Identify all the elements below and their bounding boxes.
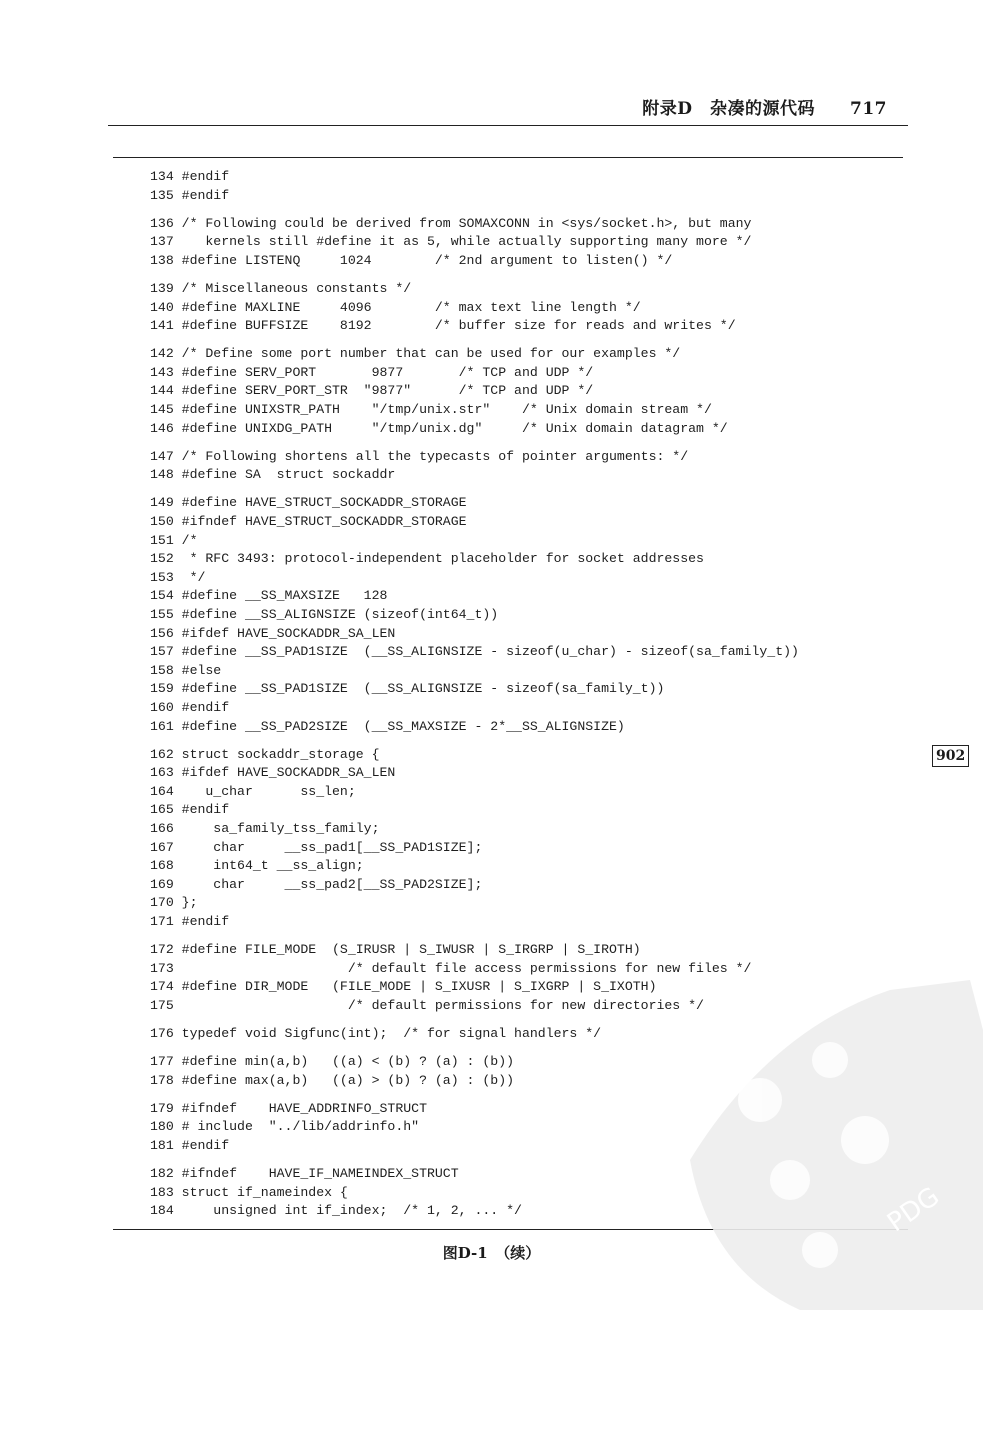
code-line: 147 /* Following shortens all the typecasts of pointer arguments: */ (150, 448, 689, 464)
figure-caption: 图D-1 （续） (442, 1244, 541, 1262)
code-line: 156 #ifdef HAVE_SOCKADDR_SA_LEN (150, 625, 396, 641)
code-line: 149 #define HAVE_STRUCT_SOCKADDR_STORAGE (150, 495, 467, 511)
code-line: 140 #define MAXLINE 4096 /* max text line length */ (150, 299, 641, 315)
code-line: 141 #define BUFFSIZE 8192 /* buffer size for reads and writes */ (150, 318, 736, 334)
code-line: 182 #ifndef HAVE_IF_NAMEINDEX_STRUCT (150, 1166, 459, 1181)
code-line: 139 /* Miscellaneous constants */ (150, 280, 412, 296)
running-header: 附录D 杂凑的源代码 717 (642, 99, 887, 119)
original-page-number-badge: 902 (932, 745, 969, 767)
code-line: 135 #endif (150, 187, 230, 203)
code-line: 148 #define SA struct sockaddr (150, 467, 396, 483)
code-line: 180 # include "../lib/addrinfo.h" (150, 1119, 420, 1135)
code-line: 163 #ifdef HAVE_SOCKADDR_SA_LEN (150, 765, 396, 781)
code-line: 153 */ (150, 569, 206, 585)
watermark-text: PDG (882, 1181, 946, 1239)
code-line: 143 #define SERV_PORT 9877 /* TCP and UDP */ (150, 364, 594, 380)
code-line: 160 #endif (150, 699, 230, 715)
code-line: 159 #define __SS_PAD1SIZE (__SS_ALIGNSIZE - sizeof(sa_family_t)) (150, 681, 665, 697)
code-line: 174 #define DIR_MODE (FILE_MODE | S_IXUSR | S_IXGRP | S_IXOTH) (150, 979, 657, 995)
code-line: 138 #define LISTENQ 1024 /* 2nd argument to listen() */ (150, 252, 673, 268)
code-line: 177 #define min(a,b) ((a) < (b) ? (a) : (b)) (150, 1054, 515, 1070)
code-line: 158 #else (150, 662, 222, 678)
code-line: 183 struct if_nameindex { (150, 1184, 348, 1200)
code-line: 176 typedef void Sigfunc(int); /* for signal handlers */ (150, 1025, 602, 1041)
code-line: 173 /* default file access permissions for new files */ (150, 960, 752, 976)
code-line: 144 #define SERV_PORT_STR "9877" /* TCP and UDP */ (150, 383, 594, 399)
code-line: 150 #ifndef HAVE_STRUCT_SOCKADDR_STORAGE (150, 514, 467, 529)
code-line: 155 #define __SS_ALIGNSIZE (sizeof(int64_t)) (150, 606, 499, 622)
watermark-stamp (650, 970, 983, 1310)
code-line: 175 /* default permissions for new directories */ (150, 997, 704, 1013)
code-line: 145 #define UNIXSTR_PATH "/tmp/unix.str" /* Unix domain stream */ (150, 402, 712, 418)
header-rule (108, 125, 908, 126)
code-line: 172 #define FILE_MODE (S_IRUSR | S_IWUSR | S_IRGRP | S_IROTH) (150, 942, 641, 958)
code-line: 178 #define max(a,b) ((a) > (b) ? (a) : (b)) (150, 1072, 515, 1088)
code-line: 161 #define __SS_PAD2SIZE (__SS_MAXSIZE - 2*__SS_ALIGNSIZE) (150, 718, 625, 734)
code-line: 166 sa_family_tss_family; (150, 821, 380, 836)
code-line: 181 #endif (150, 1137, 230, 1153)
code-line: 136 /* Following could be derived from SOMAXCONN in <sys/socket.h>, but many (150, 215, 752, 231)
code-line: 142 /* Define some port number that can be used for our examples */ (150, 346, 681, 362)
code-line: 162 struct sockaddr_storage { (150, 746, 380, 762)
code-line: 179 #ifndef HAVE_ADDRINFO_STRUCT (150, 1100, 427, 1116)
code-line: 146 #define UNIXDG_PATH "/tmp/unix.dg" /* Unix domain datagram */ (150, 420, 728, 436)
code-line: 157 #define __SS_PAD1SIZE (__SS_ALIGNSIZE - sizeof(u_char) - sizeof(sa_family_t)) (150, 644, 799, 660)
code-line: 151 /* (150, 532, 198, 548)
listing-top-rule (113, 157, 903, 158)
code-line: 184 unsigned int if_index; /* 1, 2, ... */ (150, 1203, 522, 1219)
code-line: 167 char __ss_pad1[__SS_PAD1SIZE]; (150, 839, 483, 855)
code-line: 170 }; (150, 895, 198, 911)
code-line: 169 char __ss_pad2[__SS_PAD2SIZE]; (150, 876, 483, 892)
code-line: 137 kernels still #define it as 5, while actually supporting many more */ (150, 234, 752, 250)
code-line: 154 #define __SS_MAXSIZE 128 (150, 588, 388, 604)
code-line: 165 #endif (150, 802, 230, 818)
code-line: 134 #endif (150, 169, 230, 184)
code-line: 164 u_char ss_len; (150, 783, 356, 799)
code-line: 168 int64_t __ss_align; (150, 858, 364, 874)
code-line: 171 #endif (150, 913, 230, 929)
code-line: 152 * RFC 3493: protocol-independent placeholder for socket addresses (150, 551, 704, 567)
